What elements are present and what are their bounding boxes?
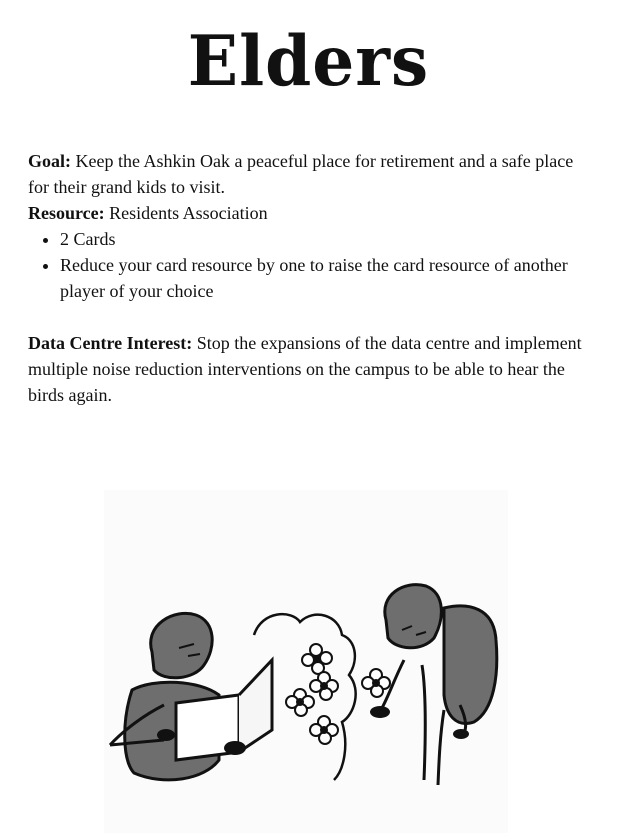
left-figure-head	[151, 613, 213, 677]
resource-bullet: • 2 Cards	[60, 226, 588, 252]
resource-text: Residents Association	[109, 203, 268, 223]
goal-label: Goal:	[28, 151, 71, 171]
interest-text: Stop the expansions of the data centre and implement multiple noise reduction interventions on the campus to be able to hear the birds again.	[28, 333, 582, 405]
right-figure-body	[444, 606, 497, 724]
resource-bullet: • Reduce your card resource by one to raise the card resource of another player of your choice	[60, 252, 588, 304]
resource-section	[28, 200, 588, 304]
flower-icon	[286, 689, 314, 716]
card-content	[28, 148, 588, 408]
flower-icon	[310, 672, 338, 700]
page-title: Elders	[187, 20, 430, 102]
flower-icon	[362, 669, 390, 697]
resource-bullet-list	[28, 226, 588, 304]
interest-label: Data Centre Interest:	[28, 333, 193, 353]
flower-icon	[310, 716, 338, 744]
right-figure-head	[385, 585, 442, 648]
goal-text: Keep the Ashkin Oak a peaceful place for retirement and a safe place for their grand kids to visit.	[28, 151, 574, 197]
right-hand	[370, 706, 390, 718]
resource-label: Resource:	[28, 203, 105, 223]
illustration-svg	[104, 490, 508, 833]
flower-icon	[302, 644, 332, 674]
goal-section	[28, 148, 588, 200]
interest-section	[28, 330, 588, 408]
elders-illustration	[104, 490, 508, 833]
left-hand	[224, 741, 246, 755]
